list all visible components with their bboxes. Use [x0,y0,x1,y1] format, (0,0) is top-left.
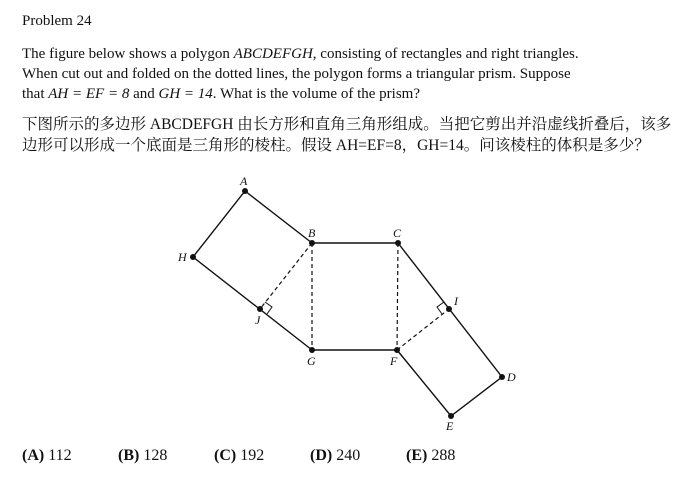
answer-choice-a[interactable] [22,447,118,465]
point-h [190,254,196,260]
label-h: H [178,250,187,264]
text: that [22,86,49,102]
equation: AH = EF = 8 [48,86,130,102]
problem-text-line-2: When cut out and folded on the dotted lines, the polygon forms a triangular prism. Suppose [22,66,571,82]
label-f: F [390,354,398,368]
choice-letter: (E) [406,447,428,464]
choice-value: 112 [48,447,72,464]
choice-letter: (B) [118,447,140,464]
answer-choices [22,447,502,465]
fold-line-fi [397,309,449,350]
fold-line-cf [397,243,398,350]
label-j: J [255,313,261,327]
answer-choice-e[interactable] [406,447,502,465]
chinese-text-line-1: 下图所示的多边形 ABCDEFGH 由长方形和直角三角形组成。当把它剪出并沿虚线折叠后，该多 [22,116,672,133]
choice-letter: (D) [310,447,333,464]
right-angle-mark-j [265,302,272,314]
label-b: B [308,226,316,240]
polygon-name: ABCDEFGH [233,46,313,62]
text: and [129,86,159,102]
label-i: I [454,294,458,308]
point-d [499,374,505,380]
point-i [446,306,452,312]
equation: GH = 14 [158,86,213,102]
label-a: A [240,174,248,188]
choice-value: 288 [431,447,456,464]
label-d: D [507,370,516,384]
text: The figure below shows a polygon [22,46,234,62]
chinese-text-line-2: 边形可以形成一个底面是三角形的棱柱。假设 AH=EF=8，GH=14。问该棱柱的体积是多少？ [22,137,650,154]
answer-choice-b[interactable] [118,447,214,465]
polygon-outline-left [193,191,312,350]
label-e: E [446,419,454,433]
point-j [257,306,263,312]
text: . What is the volume of the prism? [212,86,420,102]
choice-value: 128 [143,447,168,464]
choice-value: 192 [240,447,265,464]
right-angle-mark-i [437,302,444,314]
point-c [395,240,401,246]
label-g: G [307,354,316,368]
problem-title: Problem 24 [22,13,92,29]
choice-letter: (A) [22,447,45,464]
polygon-outline-right [397,243,502,416]
answer-choice-c[interactable] [214,447,310,465]
point-g [309,347,315,353]
label-c: C [393,226,402,240]
point-a [242,188,248,194]
fold-line-bj [260,243,312,309]
text: , consisting of rectangles and right triangles. [312,46,579,62]
point-f [394,347,400,353]
point-b [309,240,315,246]
choice-value: 240 [336,447,361,464]
answer-choice-d[interactable] [310,447,406,465]
choice-letter: (C) [214,447,237,464]
